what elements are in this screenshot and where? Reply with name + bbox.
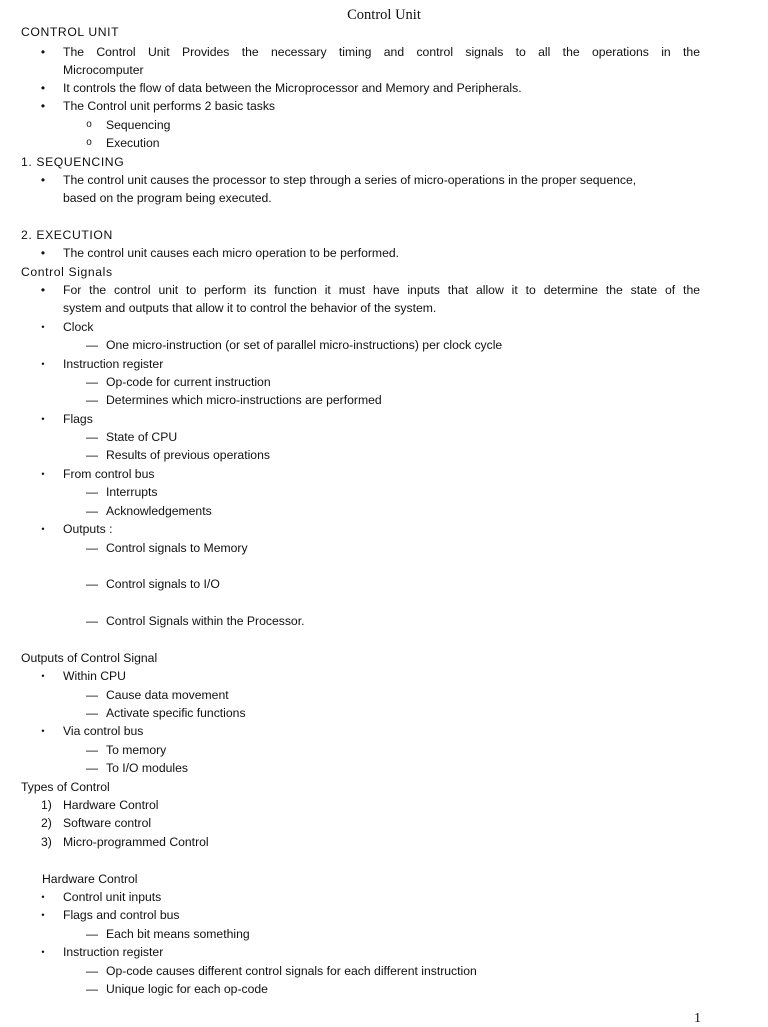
list-item: Unique logic for each op-code (106, 982, 268, 996)
list-item: One micro-instruction (or set of parallel micro-instructions) per clock cycle (106, 338, 503, 352)
list-item: Each bit means something (106, 927, 250, 941)
small-bullet-icon: • (41, 671, 45, 681)
body-text: The Control Unit Provides the necessary timing and control signals to all the operations in the (63, 45, 700, 59)
list-item: To I/O modules (106, 761, 188, 775)
dash-icon: — (86, 614, 98, 628)
section-heading-control-signals: Control Signals (21, 265, 113, 279)
list-item: Outputs : (63, 522, 113, 536)
dash-icon: — (86, 375, 98, 389)
body-text: based on the program being executed. (63, 191, 272, 205)
list-item: State of CPU (106, 430, 178, 444)
page-number: 1 (694, 1011, 701, 1026)
section-heading-hardware-control: Hardware Control (42, 872, 138, 886)
dash-icon: — (86, 743, 98, 757)
circle-bullet-icon: o (86, 137, 92, 148)
bullet-icon: • (40, 81, 46, 95)
section-heading-outputs-of-control-signal: Outputs of Control Signal (21, 651, 158, 665)
dash-icon: — (86, 688, 98, 702)
dash-icon: — (86, 393, 98, 407)
small-bullet-icon: • (41, 726, 45, 736)
dash-icon: — (86, 504, 98, 518)
dash-icon: — (86, 541, 98, 555)
dash-icon: — (86, 927, 98, 941)
dash-icon: — (86, 338, 98, 352)
section-heading-execution: 2. EXECUTION (21, 228, 113, 242)
list-item: Flags (63, 412, 93, 426)
small-bullet-icon: • (41, 469, 45, 479)
list-item: Flags and control bus (63, 908, 180, 922)
small-bullet-icon: • (41, 892, 45, 902)
body-text: system and outputs that allow it to control the behavior of the system. (63, 301, 437, 315)
list-item: Execution (106, 136, 160, 150)
dash-icon: — (86, 448, 98, 462)
body-text: The control unit causes each micro operation to be performed. (63, 246, 400, 260)
list-item: Interrupts (106, 485, 158, 499)
section-heading-types-of-control: Types of Control (21, 780, 110, 794)
body-text: The control unit causes the processor to step through a series of micro-operations in the proper sequence, (63, 173, 637, 187)
bullet-icon: • (40, 283, 46, 297)
list-item: Op-code for current instruction (106, 375, 271, 389)
bullet-icon: • (40, 246, 46, 260)
small-bullet-icon: • (41, 322, 45, 332)
small-bullet-icon: • (41, 910, 45, 920)
dash-icon: — (86, 706, 98, 720)
bullet-icon: • (40, 99, 46, 113)
list-item: Results of previous operations (106, 448, 270, 462)
page-title: Control Unit (347, 7, 421, 23)
list-item: Software control (63, 816, 152, 830)
list-number: 1) (41, 798, 52, 812)
dash-icon: — (86, 964, 98, 978)
body-text: Microcomputer (63, 63, 144, 77)
bullet-icon: • (40, 173, 46, 187)
list-item: Sequencing (106, 118, 171, 132)
list-item: Op-code causes different control signals for each different instruction (106, 964, 477, 978)
dash-icon: — (86, 577, 98, 591)
body-text: It controls the flow of data between the Microprocessor and Memory and Peripherals. (63, 81, 522, 95)
list-item: Instruction register (63, 357, 164, 371)
list-item: Via control bus (63, 724, 144, 738)
list-item: To memory (106, 743, 167, 757)
list-item: Instruction register (63, 945, 164, 959)
small-bullet-icon: • (41, 524, 45, 534)
body-text: The Control unit performs 2 basic tasks (63, 99, 276, 113)
dash-icon: — (86, 485, 98, 499)
list-item: Determines which micro-instructions are performed (106, 393, 382, 407)
list-item: Acknowledgements (106, 504, 212, 518)
list-item: Control unit inputs (63, 890, 162, 904)
section-heading-sequencing: 1. SEQUENCING (21, 155, 125, 169)
list-item: Control signals to I/O (106, 577, 220, 591)
list-item: Micro-programmed Control (63, 835, 209, 849)
dash-icon: — (86, 982, 98, 996)
circle-bullet-icon: o (86, 119, 92, 130)
list-number: 2) (41, 816, 52, 830)
small-bullet-icon: • (41, 359, 45, 369)
list-item: Clock (63, 320, 94, 334)
dash-icon: — (86, 761, 98, 775)
list-number: 3) (41, 835, 52, 849)
list-item: Control signals to Memory (106, 541, 248, 555)
body-text: For the control unit to perform its function it must have inputs that allow it to determine the state of the (63, 283, 700, 297)
bullet-icon: • (40, 45, 46, 59)
small-bullet-icon: • (41, 414, 45, 424)
list-item: Control Signals within the Processor. (106, 614, 305, 628)
list-item: Within CPU (63, 669, 126, 683)
dash-icon: — (86, 430, 98, 444)
list-item: Hardware Control (63, 798, 159, 812)
list-item: Cause data movement (106, 688, 229, 702)
small-bullet-icon: • (41, 947, 45, 957)
section-heading-control-unit: CONTROL UNIT (21, 25, 120, 39)
list-item: From control bus (63, 467, 155, 481)
list-item: Activate specific functions (106, 706, 246, 720)
